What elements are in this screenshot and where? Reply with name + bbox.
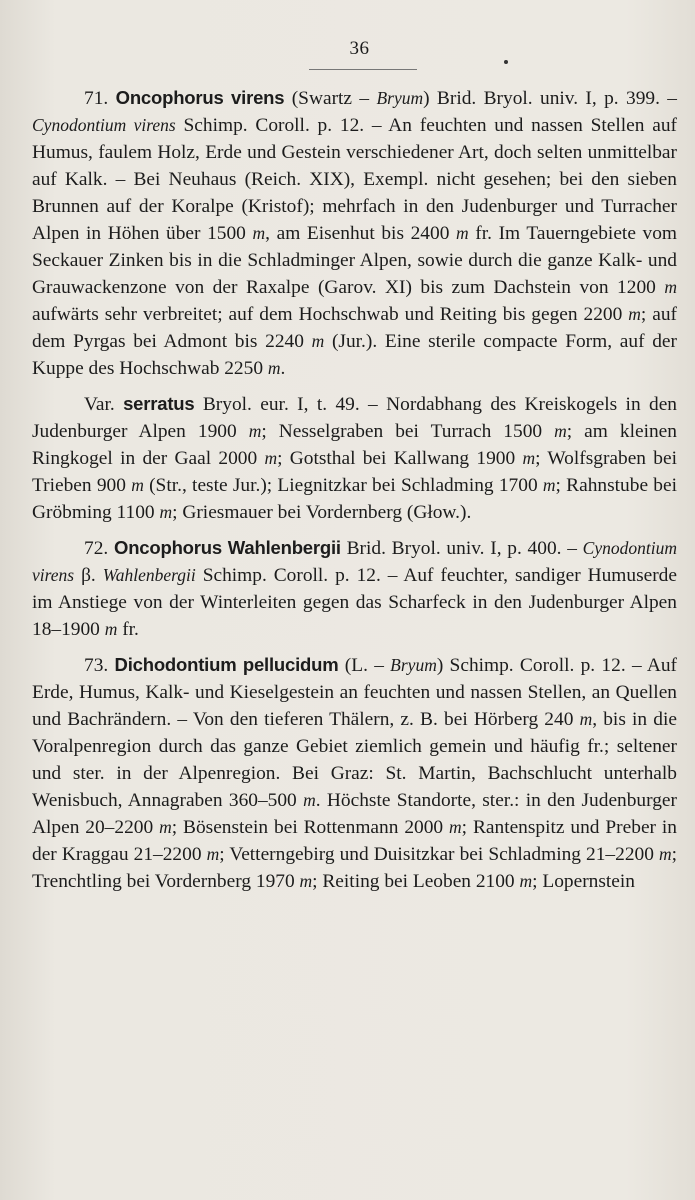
unit-m: m — [267, 358, 281, 378]
entry-var-serratus — [32, 390, 677, 526]
entry-73 — [32, 651, 677, 895]
entry-text: ; Gotsthal bei Kallwang 1900 — [277, 448, 523, 469]
entry-text: ; Bösenstein bei Rottenmann 2000 — [171, 817, 450, 838]
entry-text: Brid. Bryol. univ. I, p. 400. – — [340, 538, 583, 559]
synonym-name: Cynodontium virens — [32, 538, 677, 585]
unit-m: m — [628, 304, 641, 324]
variety-prefix: Var. — [84, 394, 124, 415]
entry-72 — [32, 534, 677, 643]
entry-text: (L. – — [338, 655, 391, 676]
entry-text: (Jur.). Eine sterile compacte Form, auf der Kuppe des Hochschwab 2250 — [32, 331, 677, 379]
synonym-genus: Bryum — [376, 88, 424, 108]
unit-m: m — [159, 502, 173, 522]
page-number: 36 — [349, 38, 370, 59]
entry-text: ; Rahnstube bei Gröbming 1100 — [32, 475, 677, 523]
entry-text: ; Reiting bei Leoben 2100 — [312, 871, 520, 892]
unit-m: m — [456, 223, 469, 243]
entry-text: aufwärts sehr verbreitet; auf dem Hochschwab und Reiting bis gegen 2200 — [32, 304, 629, 325]
entry-text: ; Nesselgraben bei Turrach 1500 — [261, 421, 555, 442]
unit-m: m — [248, 421, 262, 441]
entry-number: 73. — [84, 655, 109, 676]
unit-m: m — [303, 790, 316, 810]
entry-text: ) Schimp. Coroll. p. 12. – Auf Erde, Humus, Kalk- und Kieselgestein an feuchten und nassen Stellen, an Quellen und Bachrändern. – Von den tieferen Thälern, z. B. bei Hörberg 240 — [32, 655, 678, 730]
unit-m: m — [264, 448, 278, 468]
species-name: Dichodontium pellucidum — [114, 654, 339, 675]
header-rule — [309, 69, 417, 70]
entry-text: (Swartz – — [284, 88, 377, 109]
unit-m: m — [311, 331, 325, 351]
unit-m: m — [522, 448, 536, 468]
entry-text: (Str., teste Jur.); Liegnitzkar bei Schladming 1700 — [143, 475, 543, 496]
entry-text: ; Griesmauer bei Vordernberg (Głow.). — [172, 502, 472, 523]
ink-speck — [504, 60, 508, 64]
entry-text: . Höchste Standorte, ster.: in den Judenburger Alpen 20–2200 — [32, 790, 677, 838]
synonym-variety: Wahlenbergii — [102, 565, 196, 585]
unit-m: m — [252, 223, 266, 243]
unit-m: m — [542, 475, 556, 495]
unit-m: m — [554, 421, 567, 441]
entry-text: , am Eisenhut bis 2400 — [265, 223, 457, 244]
variety-name: serratus — [123, 393, 195, 414]
entry-text: ; Vetterngebirg und Duisitzkar bei Schladming 21–2200 — [219, 844, 659, 865]
unit-m: m — [579, 709, 593, 729]
entry-text: fr. Im Tauerngebiete vom Seckauer Zinken bis in die Schladminger Alpen, sowie durch die ganze Kalk- und Grauwackenzone von der Raxalpe (Garov. XI) bis zum Dachstein von 1200 — [32, 223, 678, 298]
entry-text: fr. — [117, 619, 139, 640]
entry-text: ; auf dem Pyrgas bei Admont bis 2240 — [32, 304, 677, 352]
unit-m: m — [664, 277, 677, 297]
entry-text: ) Brid. Bryol. univ. I, p. 399. – — [423, 88, 677, 109]
synonym-name: Cynodontium virens — [32, 115, 176, 135]
unit-m: m — [449, 817, 462, 837]
entry-text: Bryol. eur. I, t. 49. – Nordabhang des Kreiskogels in den Judenburger Alpen 1900 — [32, 394, 678, 442]
unit-m: m — [159, 817, 172, 837]
entry-text: ; Lopernstein — [532, 871, 635, 892]
entry-number: 72. — [84, 538, 109, 559]
unit-m: m — [206, 844, 220, 864]
entry-text: ; Wolfsgraben bei Trieben 900 — [32, 448, 677, 496]
entry-text: . — [280, 358, 286, 379]
entry-number: 71. — [84, 88, 109, 109]
unit-m: m — [299, 871, 313, 891]
entry-text: ; am kleinen Ringkogel in der Gaal 2000 — [32, 421, 677, 469]
species-name: Oncophorus Wahlenbergii — [114, 537, 341, 558]
entry-text: β. — [74, 565, 103, 586]
entry-text: , bis in die Voralpenregion durch das ganze Gebiet ziemlich gemein und häufig fr.; seltener und ster. in der Alpenregion. Bei Graz: St. Martin, Bachschlucht unterhalb Wenisbuch, Annagraben 360–500 — [32, 709, 677, 811]
entry-71 — [32, 84, 677, 382]
unit-m: m — [658, 844, 672, 864]
unit-m: m — [104, 619, 118, 639]
entry-text: Schimp. Coroll. p. 12. – An feuchten und nassen Stellen auf Humus, faulem Holz, Erde und Gestein verschiedener Art, doch selten unmittelbar auf Kalk. – Bei Neuhaus (Reich. XIX), Exempl. nicht gesehen; bei den sieben Brunnen auf der Koralpe (Kristof); mehrfach in den Judenburger und Turracher Alpen in Höhen über 1500 — [32, 115, 678, 244]
unit-m: m — [519, 871, 533, 891]
species-name: Oncophorus virens — [115, 87, 285, 108]
unit-m: m — [131, 475, 144, 495]
synonym-genus: Bryum — [390, 655, 437, 675]
entry-text: ; Trenchtling bei Vordernberg 1970 — [32, 844, 677, 892]
entry-text: Schimp. Coroll. p. 12. – Auf feuchter, sandiger Humuserde im Anstiege von der Winterleiten gegen das Scharfeck in den Judenburger Alpen 18–1900 — [32, 565, 677, 640]
entry-text: ; Rantenspitz und Preber in der Kraggau 21–2200 — [32, 817, 678, 865]
